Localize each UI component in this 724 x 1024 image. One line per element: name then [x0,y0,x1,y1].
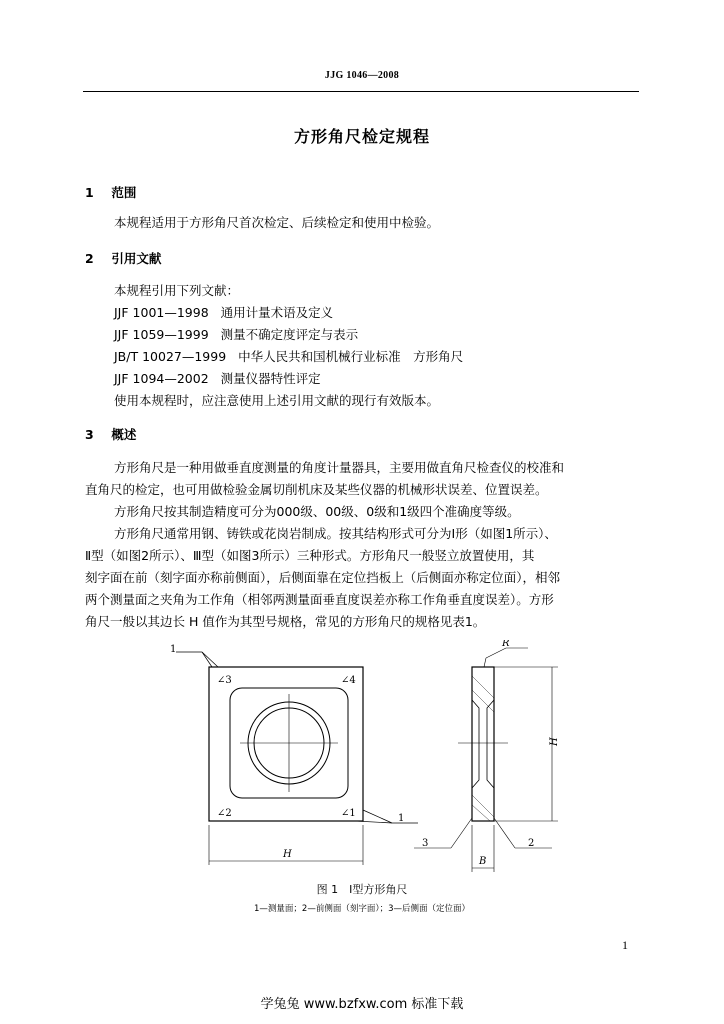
overview-line: 方形角尺通常用钢、铸铁或花岗岩制成。按其结构形式可分为Ⅰ形（如图1所示）、 [114,526,557,541]
section-title: 概述 [111,427,137,442]
figure-1-square-drawing [150,640,600,880]
section-1-heading [85,183,136,201]
section-number: 3 [85,427,94,442]
overview-line: Ⅱ型（如图2所示）、Ⅲ型（如图3所示）三种形式。方形角尺一般竖立放置使用，其 [85,548,535,563]
reference-item [114,369,321,387]
figure-legend: 1—测量面；2—前侧面（刻字面）；3—后侧面（定位面） [254,904,470,914]
reference-item [114,347,463,365]
reference-code: JJF 1001—1998 [114,305,209,320]
label-2: 2 [528,838,535,849]
overview-line: 直角尺的检定，也可用做检验金属切削机床及某些仪器的机械形状误差、位置误差。 [85,482,548,497]
overview-line: 方形角尺是一种用做垂直度测量的角度计量器具，主要用做直角尺检查仪的校准和 [114,460,565,475]
document-title: 方形角尺检定规程 [293,127,430,146]
side-outline [472,667,494,821]
reference-title: 测量仪器特性评定 [220,371,321,386]
side-section [472,667,494,821]
section-number: 2 [85,251,94,266]
references-outro: 使用本规程时，应注意使用上述引用文献的现行有效版本。 [114,393,440,408]
section-3-heading [85,425,136,443]
dimension-B-label: B [479,856,487,867]
angle-label-1: ∠1 [341,808,356,819]
reference-title: 通用计量术语及定义 [220,305,334,320]
reference-item [114,303,333,321]
angle-label-3: ∠3 [217,675,232,686]
side-view [414,648,558,872]
reference-item [114,325,358,343]
reference-code: JJF 1059—1999 [114,327,209,342]
leader-2 [494,818,515,848]
overview-line: 两个测量面之夹角为工作角（相邻两测量面垂直度误差亦称工作角垂直度误差）。方形 [85,592,554,607]
reference-code: JB/T 10027—1999 [114,349,227,364]
site-footer: 学兔兔 www.bzfxw.com 标准下载 [260,997,464,1012]
page-number: 1 [622,938,628,952]
header-rule [83,91,639,92]
references-intro: 本规程引用下列文献： [114,283,240,298]
section-title: 引用文献 [111,251,162,266]
label-1-top: 1 [170,644,177,655]
angle-label-2: ∠2 [217,808,232,819]
section-2-heading [85,249,161,267]
standard-code-header: JJG 1046—2008 [324,70,400,81]
label-3: 3 [422,838,429,849]
overview-line: 角尺一般以其边长 H 值作为其型号规格，常见的方形角尺的规格见表1。 [85,614,486,629]
front-view [176,652,418,865]
section-title: 范围 [111,185,137,200]
radius-leader [484,658,486,667]
reference-title: 中华人民共和国机械行业标准 方形角尺 [238,349,464,364]
reference-code: JJF 1094—2002 [114,371,209,386]
reference-title: 测量不确定度评定与表示 [220,327,359,342]
overview-line: 方形角尺按其制造精度可分为000级、00级、0级和1级四个准确度等级。 [114,504,520,519]
label-1-bottom: 1 [398,813,405,824]
leader-1b [355,821,392,823]
dimension-H-label: H [283,849,292,860]
section-number: 1 [85,185,94,200]
figure-caption: 图 1 Ⅰ型方形角尺 [316,883,408,896]
radius-label: R [502,640,510,649]
overview-line: 刻字面在前（刻字面亦称前侧面），后侧面靠在定位挡板上（后侧面亦称定位面），相邻 [85,570,561,585]
dimension-H-vertical-label: H [549,737,560,746]
angle-label-4: ∠4 [341,675,356,686]
section-1-body: 本规程适用于方形角尺首次检定、后续检定和使用中检验。 [114,215,440,230]
